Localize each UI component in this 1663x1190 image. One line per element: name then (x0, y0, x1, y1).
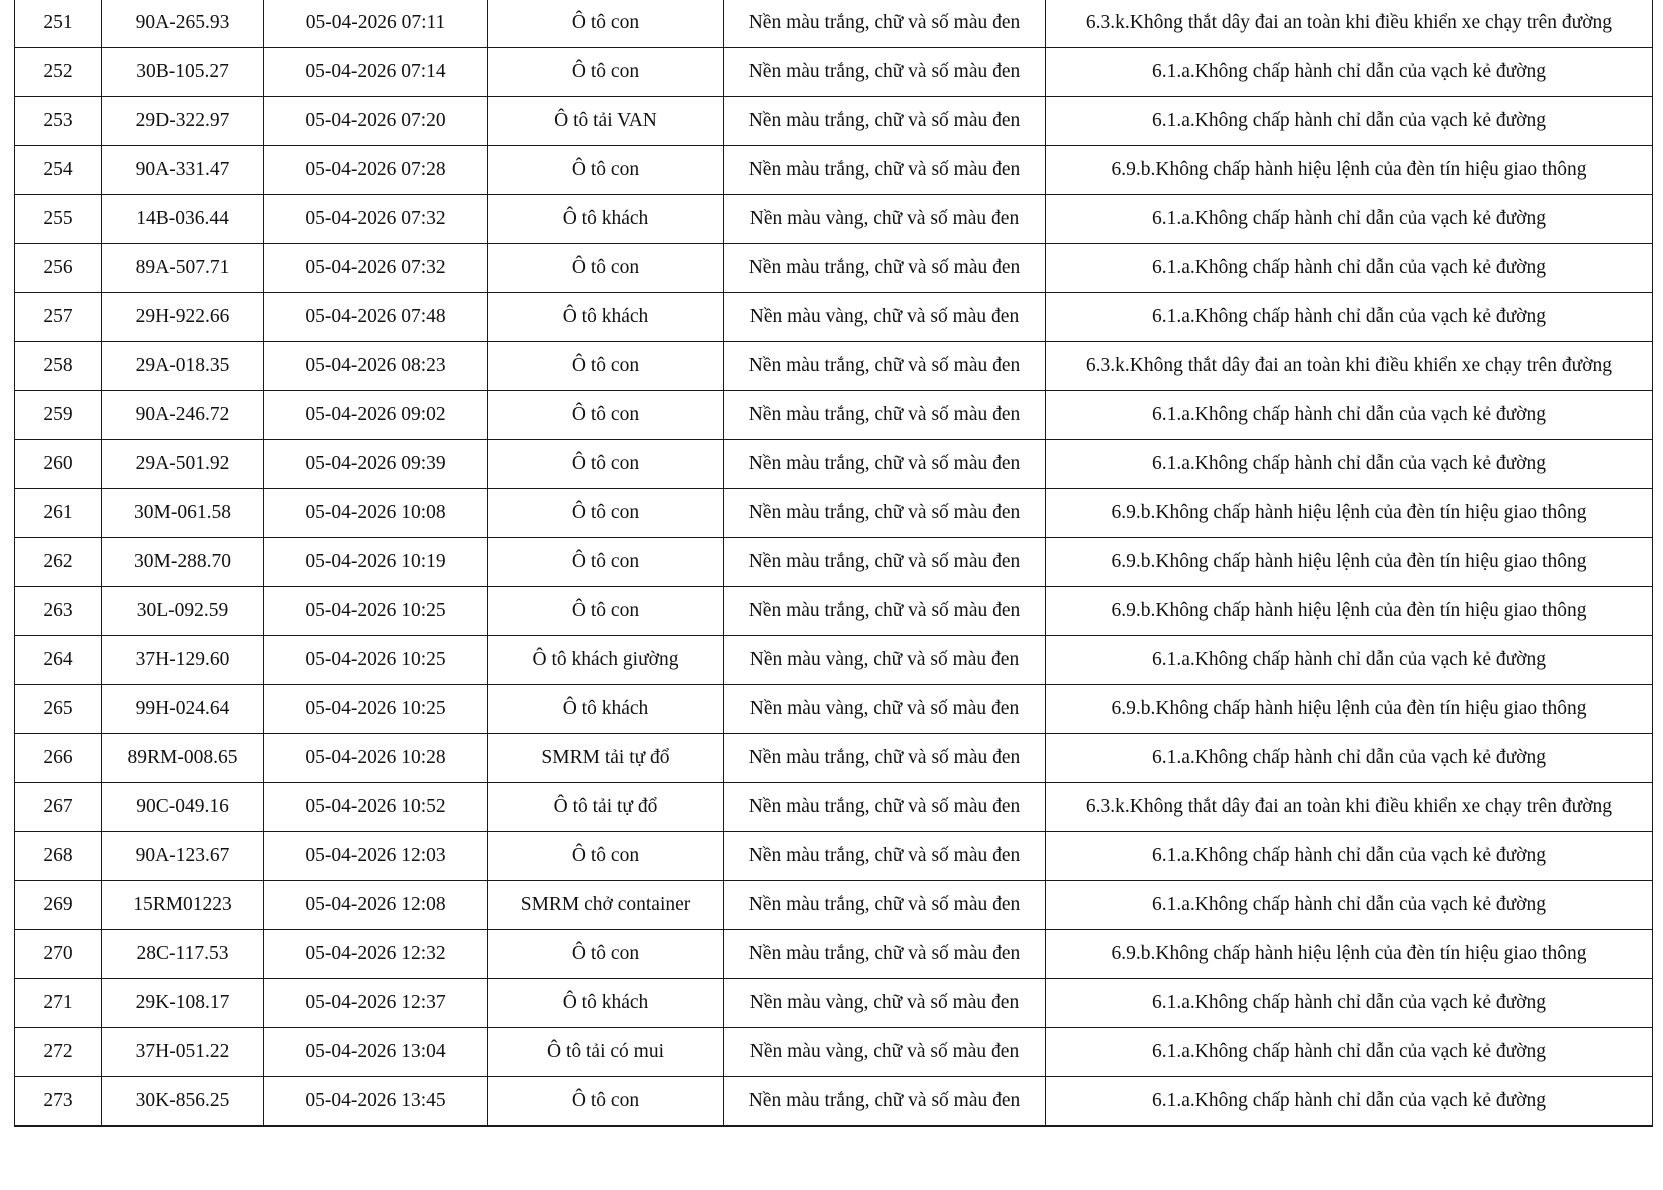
violation-time-cell: 05-04-2026 07:20 (264, 97, 488, 146)
license-plate-cell: 37H-051.22 (102, 1028, 264, 1077)
row-number-cell: 264 (15, 636, 102, 685)
plate-color-cell: Nền màu trắng, chữ và số màu đen (724, 832, 1046, 881)
row-number-cell: 271 (15, 979, 102, 1028)
violation-time-cell: 05-04-2026 10:08 (264, 489, 488, 538)
table-row (15, 195, 1653, 244)
table-row (15, 832, 1653, 881)
plate-color-cell: Nền màu trắng, chữ và số màu đen (724, 342, 1046, 391)
violation-description-cell: 6.3.k.Không thắt dây đai an toàn khi điều khiển xe chạy trên đường (1046, 342, 1653, 391)
violation-time-cell: 05-04-2026 10:19 (264, 538, 488, 587)
plate-color-cell: Nền màu trắng, chữ và số màu đen (724, 783, 1046, 832)
table-row (15, 734, 1653, 783)
license-plate-cell: 90A-246.72 (102, 391, 264, 440)
violation-time-cell: 05-04-2026 07:48 (264, 293, 488, 342)
violation-description-cell: 6.9.b.Không chấp hành hiệu lệnh của đèn tín hiệu giao thông (1046, 146, 1653, 195)
violation-description-cell: 6.3.k.Không thắt dây đai an toàn khi điều khiển xe chạy trên đường (1046, 783, 1653, 832)
row-number-cell: 269 (15, 881, 102, 930)
row-number-cell: 256 (15, 244, 102, 293)
violation-description-cell: 6.1.a.Không chấp hành chỉ dẫn của vạch kẻ đường (1046, 293, 1653, 342)
row-number-cell: 266 (15, 734, 102, 783)
vehicle-type-cell: Ô tô tải tự đổ (488, 783, 724, 832)
table-row (15, 440, 1653, 489)
vehicle-type-cell: Ô tô khách (488, 685, 724, 734)
plate-color-cell: Nền màu vàng, chữ và số màu đen (724, 685, 1046, 734)
plate-color-cell: Nền màu trắng, chữ và số màu đen (724, 97, 1046, 146)
plate-color-cell: Nền màu trắng, chữ và số màu đen (724, 587, 1046, 636)
plate-color-cell: Nền màu trắng, chữ và số màu đen (724, 930, 1046, 979)
plate-color-cell: Nền màu vàng, chữ và số màu đen (724, 293, 1046, 342)
table-row (15, 0, 1653, 48)
row-number-cell: 251 (15, 0, 102, 48)
table-row (15, 146, 1653, 195)
plate-color-cell: Nền màu trắng, chữ và số màu đen (724, 391, 1046, 440)
table-row (15, 1077, 1653, 1127)
table-row (15, 587, 1653, 636)
license-plate-cell: 29A-501.92 (102, 440, 264, 489)
plate-color-cell: Nền màu trắng, chữ và số màu đen (724, 244, 1046, 293)
violation-description-cell: 6.1.a.Không chấp hành chỉ dẫn của vạch kẻ đường (1046, 881, 1653, 930)
vehicle-type-cell: Ô tô con (488, 930, 724, 979)
license-plate-cell: 14B-036.44 (102, 195, 264, 244)
table-row (15, 489, 1653, 538)
violation-description-cell: 6.1.a.Không chấp hành chỉ dẫn của vạch kẻ đường (1046, 195, 1653, 244)
plate-color-cell: Nền màu trắng, chữ và số màu đen (724, 48, 1046, 97)
violation-time-cell: 05-04-2026 07:32 (264, 195, 488, 244)
row-number-cell: 263 (15, 587, 102, 636)
violation-description-cell: 6.1.a.Không chấp hành chỉ dẫn của vạch kẻ đường (1046, 391, 1653, 440)
license-plate-cell: 29K-108.17 (102, 979, 264, 1028)
violation-description-cell: 6.9.b.Không chấp hành hiệu lệnh của đèn tín hiệu giao thông (1046, 489, 1653, 538)
row-number-cell: 265 (15, 685, 102, 734)
row-number-cell: 262 (15, 538, 102, 587)
row-number-cell: 253 (15, 97, 102, 146)
plate-color-cell: Nền màu trắng, chữ và số màu đen (724, 1077, 1046, 1127)
license-plate-cell: 29H-922.66 (102, 293, 264, 342)
violation-time-cell: 05-04-2026 07:28 (264, 146, 488, 195)
table-row (15, 391, 1653, 440)
license-plate-cell: 99H-024.64 (102, 685, 264, 734)
vehicle-type-cell: SMRM chở container (488, 881, 724, 930)
vehicle-type-cell: Ô tô tải có mui (488, 1028, 724, 1077)
violation-description-cell: 6.1.a.Không chấp hành chỉ dẫn của vạch kẻ đường (1046, 244, 1653, 293)
license-plate-cell: 28C-117.53 (102, 930, 264, 979)
violations-table (14, 0, 1653, 1127)
table-row (15, 97, 1653, 146)
plate-color-cell: Nền màu vàng, chữ và số màu đen (724, 979, 1046, 1028)
violation-description-cell: 6.1.a.Không chấp hành chỉ dẫn của vạch kẻ đường (1046, 440, 1653, 489)
violation-time-cell: 05-04-2026 09:02 (264, 391, 488, 440)
vehicle-type-cell: Ô tô khách (488, 979, 724, 1028)
vehicle-type-cell: Ô tô khách (488, 293, 724, 342)
row-number-cell: 270 (15, 930, 102, 979)
violation-description-cell: 6.1.a.Không chấp hành chỉ dẫn của vạch kẻ đường (1046, 48, 1653, 97)
row-number-cell: 252 (15, 48, 102, 97)
violations-table-body (15, 0, 1653, 1126)
vehicle-type-cell: Ô tô khách giường (488, 636, 724, 685)
license-plate-cell: 90C-049.16 (102, 783, 264, 832)
violation-description-cell: 6.9.b.Không chấp hành hiệu lệnh của đèn tín hiệu giao thông (1046, 587, 1653, 636)
violation-time-cell: 05-04-2026 12:37 (264, 979, 488, 1028)
vehicle-type-cell: Ô tô con (488, 48, 724, 97)
vehicle-type-cell: Ô tô con (488, 146, 724, 195)
row-number-cell: 259 (15, 391, 102, 440)
table-row (15, 48, 1653, 97)
vehicle-type-cell: Ô tô con (488, 440, 724, 489)
violation-time-cell: 05-04-2026 10:25 (264, 685, 488, 734)
table-row (15, 342, 1653, 391)
license-plate-cell: 89RM-008.65 (102, 734, 264, 783)
license-plate-cell: 29A-018.35 (102, 342, 264, 391)
license-plate-cell: 29D-322.97 (102, 97, 264, 146)
plate-color-cell: Nền màu vàng, chữ và số màu đen (724, 1028, 1046, 1077)
plate-color-cell: Nền màu trắng, chữ và số màu đen (724, 440, 1046, 489)
table-row (15, 293, 1653, 342)
violation-time-cell: 05-04-2026 07:14 (264, 48, 488, 97)
violation-description-cell: 6.3.k.Không thắt dây đai an toàn khi điều khiển xe chạy trên đường (1046, 0, 1653, 48)
vehicle-type-cell: Ô tô tải VAN (488, 97, 724, 146)
vehicle-type-cell: SMRM tải tự đổ (488, 734, 724, 783)
vehicle-type-cell: Ô tô con (488, 587, 724, 636)
violation-time-cell: 05-04-2026 12:03 (264, 832, 488, 881)
plate-color-cell: Nền màu trắng, chữ và số màu đen (724, 734, 1046, 783)
table-row (15, 685, 1653, 734)
license-plate-cell: 30M-288.70 (102, 538, 264, 587)
vehicle-type-cell: Ô tô khách (488, 195, 724, 244)
row-number-cell: 267 (15, 783, 102, 832)
license-plate-cell: 37H-129.60 (102, 636, 264, 685)
license-plate-cell: 30L-092.59 (102, 587, 264, 636)
table-row (15, 881, 1653, 930)
violation-description-cell: 6.1.a.Không chấp hành chỉ dẫn của vạch kẻ đường (1046, 97, 1653, 146)
vehicle-type-cell: Ô tô con (488, 1077, 724, 1127)
license-plate-cell: 30M-061.58 (102, 489, 264, 538)
row-number-cell: 257 (15, 293, 102, 342)
plate-color-cell: Nền màu vàng, chữ và số màu đen (724, 195, 1046, 244)
violation-description-cell: 6.1.a.Không chấp hành chỉ dẫn của vạch kẻ đường (1046, 979, 1653, 1028)
vehicle-type-cell: Ô tô con (488, 391, 724, 440)
plate-color-cell: Nền màu vàng, chữ và số màu đen (724, 636, 1046, 685)
violation-description-cell: 6.9.b.Không chấp hành hiệu lệnh của đèn tín hiệu giao thông (1046, 538, 1653, 587)
vehicle-type-cell: Ô tô con (488, 489, 724, 538)
violation-time-cell: 05-04-2026 12:08 (264, 881, 488, 930)
row-number-cell: 254 (15, 146, 102, 195)
violation-time-cell: 05-04-2026 08:23 (264, 342, 488, 391)
violation-time-cell: 05-04-2026 07:32 (264, 244, 488, 293)
row-number-cell: 260 (15, 440, 102, 489)
license-plate-cell: 15RM01223 (102, 881, 264, 930)
violation-description-cell: 6.1.a.Không chấp hành chỉ dẫn của vạch kẻ đường (1046, 636, 1653, 685)
table-row (15, 979, 1653, 1028)
violation-time-cell: 05-04-2026 10:52 (264, 783, 488, 832)
row-number-cell: 272 (15, 1028, 102, 1077)
row-number-cell: 261 (15, 489, 102, 538)
vehicle-type-cell: Ô tô con (488, 244, 724, 293)
violation-time-cell: 05-04-2026 07:11 (264, 0, 488, 48)
license-plate-cell: 90A-265.93 (102, 0, 264, 48)
violation-description-cell: 6.1.a.Không chấp hành chỉ dẫn của vạch kẻ đường (1046, 832, 1653, 881)
license-plate-cell: 89A-507.71 (102, 244, 264, 293)
table-row (15, 244, 1653, 293)
plate-color-cell: Nền màu trắng, chữ và số màu đen (724, 489, 1046, 538)
violation-time-cell: 05-04-2026 09:39 (264, 440, 488, 489)
vehicle-type-cell: Ô tô con (488, 0, 724, 48)
violation-time-cell: 05-04-2026 10:25 (264, 587, 488, 636)
violation-description-cell: 6.9.b.Không chấp hành hiệu lệnh của đèn tín hiệu giao thông (1046, 930, 1653, 979)
plate-color-cell: Nền màu trắng, chữ và số màu đen (724, 881, 1046, 930)
violation-description-cell: 6.1.a.Không chấp hành chỉ dẫn của vạch kẻ đường (1046, 1077, 1653, 1127)
violation-time-cell: 05-04-2026 13:45 (264, 1077, 488, 1127)
vehicle-type-cell: Ô tô con (488, 538, 724, 587)
license-plate-cell: 30K-856.25 (102, 1077, 264, 1127)
plate-color-cell: Nền màu trắng, chữ và số màu đen (724, 146, 1046, 195)
row-number-cell: 268 (15, 832, 102, 881)
license-plate-cell: 90A-331.47 (102, 146, 264, 195)
violation-description-cell: 6.9.b.Không chấp hành hiệu lệnh của đèn tín hiệu giao thông (1046, 685, 1653, 734)
table-row (15, 930, 1653, 979)
vehicle-type-cell: Ô tô con (488, 342, 724, 391)
row-number-cell: 258 (15, 342, 102, 391)
table-row (15, 783, 1653, 832)
license-plate-cell: 90A-123.67 (102, 832, 264, 881)
row-number-cell: 255 (15, 195, 102, 244)
violation-time-cell: 05-04-2026 10:25 (264, 636, 488, 685)
table-row (15, 636, 1653, 685)
vehicle-type-cell: Ô tô con (488, 832, 724, 881)
table-row (15, 1028, 1653, 1077)
plate-color-cell: Nền màu trắng, chữ và số màu đen (724, 538, 1046, 587)
violation-time-cell: 05-04-2026 12:32 (264, 930, 488, 979)
violation-description-cell: 6.1.a.Không chấp hành chỉ dẫn của vạch kẻ đường (1046, 1028, 1653, 1077)
plate-color-cell: Nền màu trắng, chữ và số màu đen (724, 0, 1046, 48)
table-row (15, 538, 1653, 587)
violation-time-cell: 05-04-2026 10:28 (264, 734, 488, 783)
license-plate-cell: 30B-105.27 (102, 48, 264, 97)
violation-description-cell: 6.1.a.Không chấp hành chỉ dẫn của vạch kẻ đường (1046, 734, 1653, 783)
row-number-cell: 273 (15, 1077, 102, 1127)
violation-time-cell: 05-04-2026 13:04 (264, 1028, 488, 1077)
